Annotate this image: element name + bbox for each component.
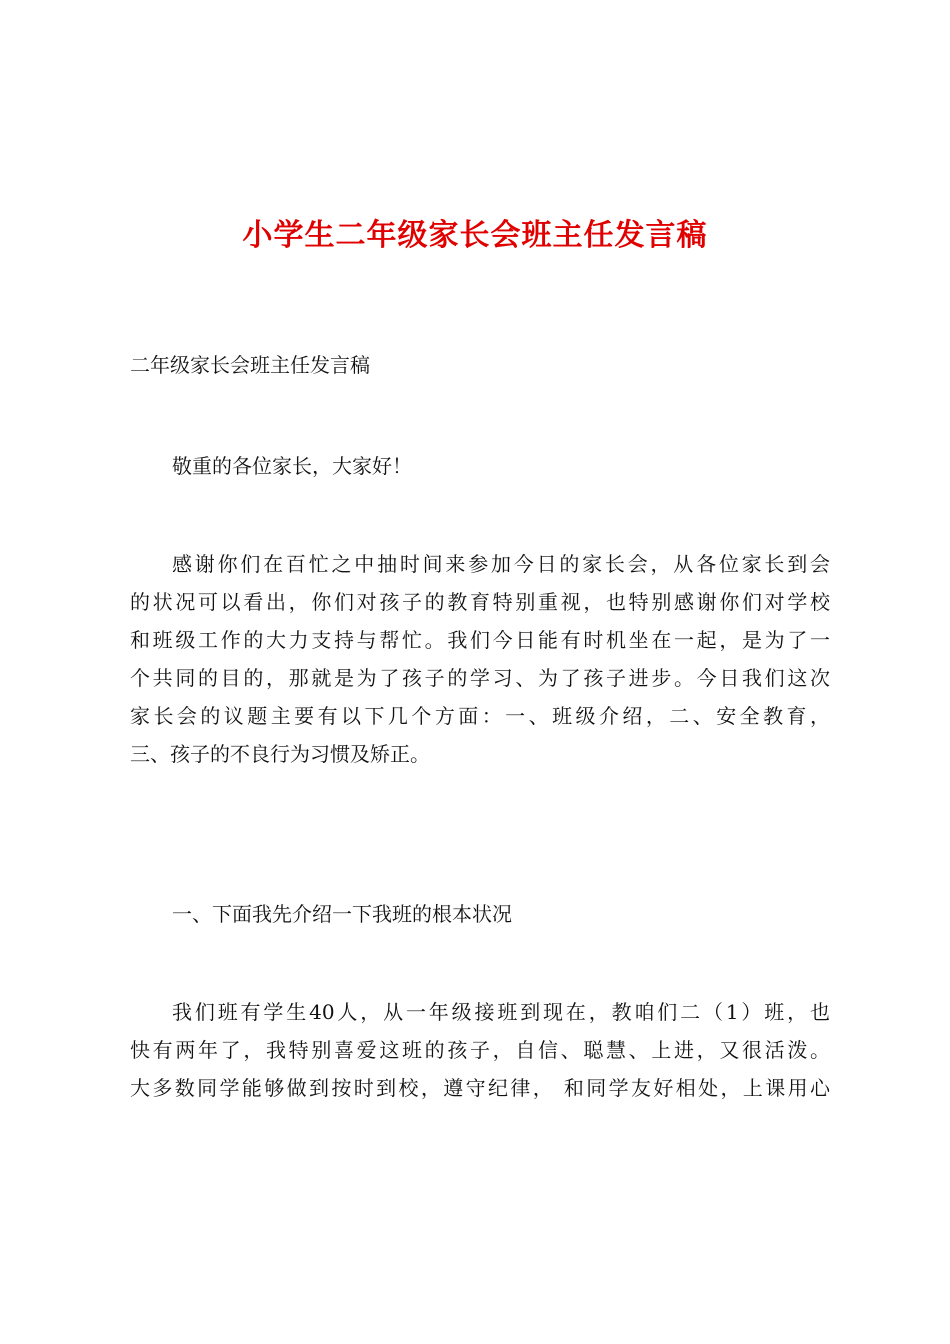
paragraph-line: 大多数同学能够做到按时到校，遵守纪律， 和同学友好相处，上课用心 [130, 1076, 830, 1100]
paragraph-line: 感谢你们在百忙之中抽时间来参加今日的家长会，从各位家长到会 [172, 552, 830, 576]
greeting-line: 敬重的各位家长，大家好！ [172, 454, 412, 478]
paragraph-line: 我们班有学生40人，从一年级接班到现在，教咱们二（1）班，也 [172, 1000, 830, 1024]
paragraph-line: 三、孩子的不良行为习惯及矫正。 [130, 742, 430, 766]
document-subtitle: 二年级家长会班主任发言稿 [130, 353, 370, 377]
paragraph-line: 的状况可以看出，你们对孩子的教育特别重视，也特别感谢你们对学校 [130, 590, 830, 614]
class-intro-paragraph [130, 993, 830, 1107]
intro-paragraph [130, 545, 830, 773]
document-title: 小学生二年级家长会班主任发言稿 [242, 218, 708, 253]
paragraph-line: 个共同的目的，那就是为了孩子的学习、为了孩子进步。今日我们这次 [130, 666, 830, 690]
paragraph-line: 家长会的议题主要有以下几个方面：一、班级介绍，二、安全教育， [130, 704, 830, 728]
paragraph-line: 快有两年了，我特别喜爱这班的孩子，自信、聪慧、上进，又很活泼。 [130, 1038, 830, 1062]
paragraph-line: 和班级工作的大力支持与帮忙。我们今日能有时机坐在一起，是为了一 [130, 628, 830, 652]
section-heading: 一、下面我先介绍一下我班的根本状况 [172, 902, 512, 926]
